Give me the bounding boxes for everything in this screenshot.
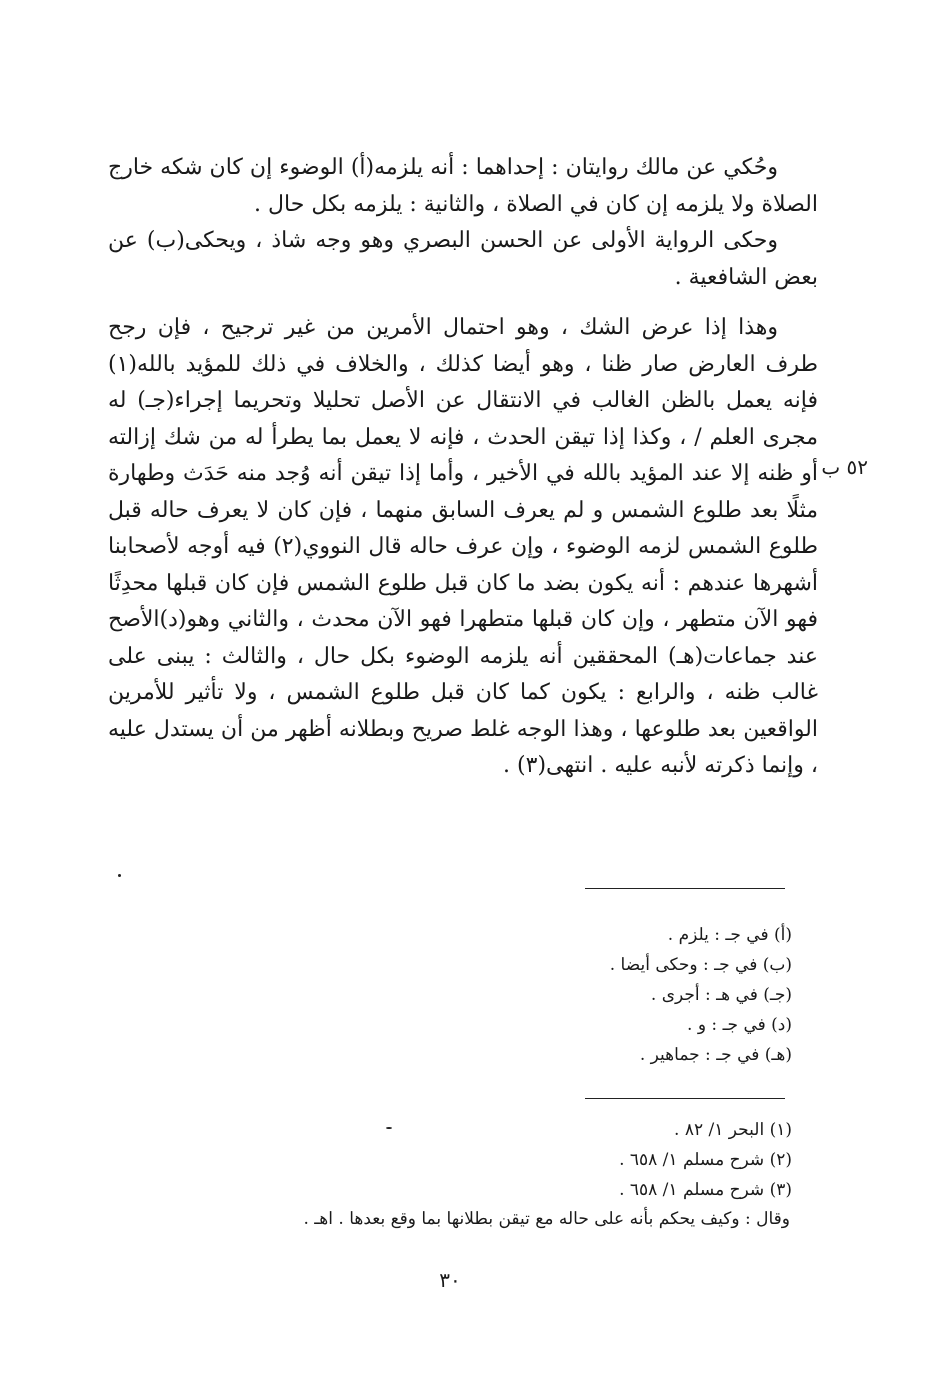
scan-speck [386, 1127, 392, 1129]
source-note: (٢) شرح مسلم ١/ ٦٥٨ . [619, 1150, 792, 1170]
variant-note: (ب) في جـ : وحكى أيضا . [609, 955, 792, 975]
scan-speck [118, 874, 121, 877]
manuscript-folio-marker: ٥٢ ب [821, 455, 868, 479]
variant-note: (هـ) في جـ : جماهير . [639, 1045, 792, 1065]
paragraph-1: وحُكي عن مالك روايتان : إحداهما : أنه يلزمه(أ) الوضوء إن كان شكه خارج الصلاة ولا يلزمه إن كان في الصلاة ، والثانية : يلزمه بكل حال . [108, 155, 818, 217]
paragraph-3: وهذا إذا عرض الشك ، وهو احتمال الأمرين من غير ترجيح ، فإن رجح طرف العارض صار ظنا ، وهو أيضا كذلك ، والخلاف في ذلك للمؤيد بالله(١) فإنه يعمل بالظن الغالب في الانتقال عن الأصل تحليلا وتحريما إجراء(جـ) له مجرى العلم / ، وكذا إذا تيقن الحدث ، فإنه لا يعمل بما يطرأ له من شك إزالته أو ظنه إلا عند المؤيد بالله في الأخير ، وأما إذا تيقن أنه وُجد منه حَدَث وطهارة مثلًا بعد طلوع الشمس و لم يعرف السابق منهما ، فإن كان لا يعرف حاله قبل طلوع الشمس لزمه الوضوء ، وإن عرف حاله قال النووي(٢) فيه أوجه لأصحابنا أشهرها عندهم : أنه يكون بضد ما كان قبل طلوع الشمس فإن كان قبلها محدِثًا فهو الآن متطهر ، وإن كان قبلها متطهرا فهو الآن محدث ، والثاني وهو(د)الأصح عند جماعات(هـ) المحققين أنه يلزمه الوضوء بكل حال ، والثالث : يبنى على غالب ظنه ، والرابع : يكون كما كان قبل طلوع الشمس ، ولا تأثير للأمرين الواقعين بعد طلوعها ، وهذا الوجه غلط صريح وبطلانه أظهر من أن يستدل عليه ، وإنما ذكرته لأنبه عليه . انتهى(٣) . [108, 315, 818, 778]
source-note: (٣) شرح مسلم ١/ ٦٥٨ . [619, 1180, 792, 1200]
paragraph-2: وحكى الرواية الأولى عن الحسن البصري وهو وجه شاذ ، ويحكى(ب) عن بعض الشافعية . [108, 228, 818, 290]
variant-footnotes [420, 920, 792, 1070]
variant-note: (جـ) في هـ : أجرى . [650, 985, 792, 1005]
variant-note: (د) في جـ : و . [687, 1015, 792, 1035]
footnote-divider-2 [585, 1098, 785, 1099]
footnote-continuation: وقال : وكيف يحكم بأنه على حاله مع تيقن بطلانها بما وقع بعدها . اهـ . [303, 1209, 790, 1229]
source-footnotes [420, 1115, 792, 1205]
source-note: (١) البحر ١/ ٨٢ . [674, 1120, 792, 1140]
footnote-divider-1 [585, 888, 785, 889]
variant-note: (أ) في جـ : يلزم . [667, 925, 792, 945]
main-text-body [108, 150, 818, 785]
page-number: ٣٠ [439, 1268, 461, 1292]
